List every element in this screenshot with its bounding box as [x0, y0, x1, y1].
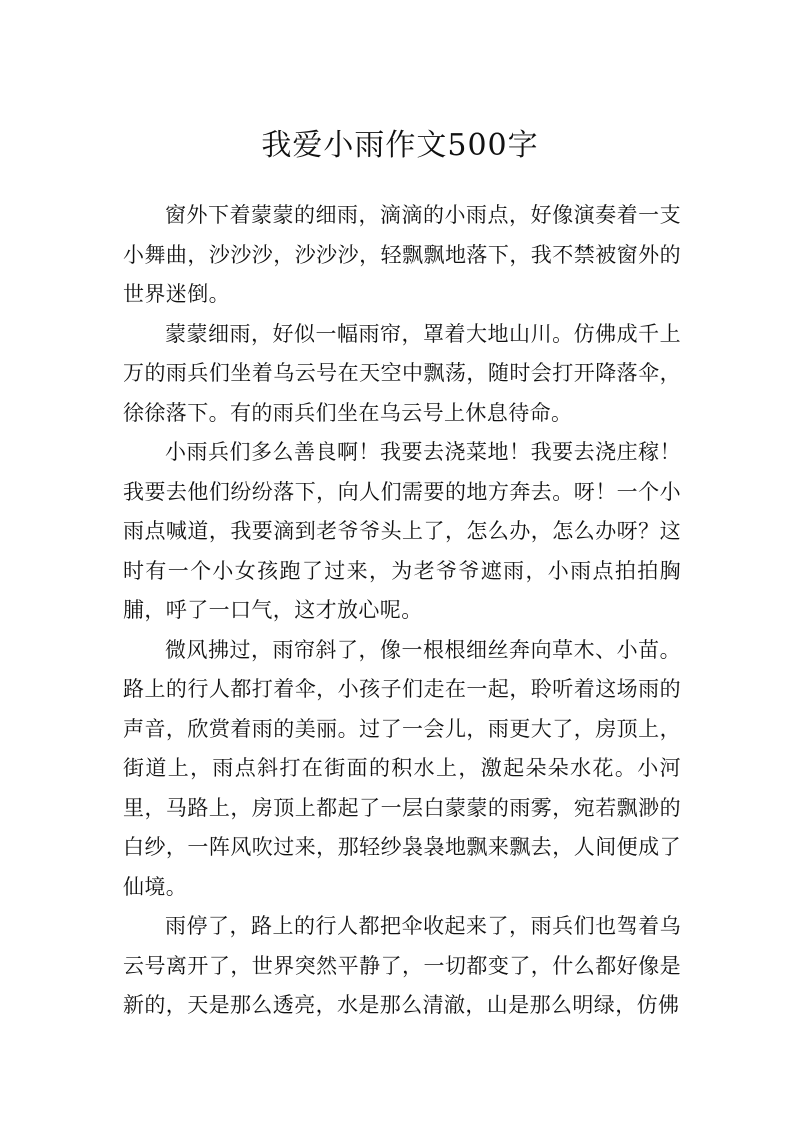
paragraph: 微风拂过，雨帘斜了，像一根根细丝奔向草木、小苗。路上的行人都打着伞，小孩子们走在一起，聆听着这场雨的声音，欣赏着雨的美丽。过了一会儿，雨更大了，房顶上，街道上，雨点斜打在街面的积水上，激起朵朵水花。小河里，马路上，房顶上都起了一层白蒙蒙的雨雾，宛若飘渺的白纱，一阵风吹过来，那轻纱袅袅地飘来飘去，人间便成了仙境。	[123, 637, 681, 899]
paragraph: 小雨兵们多么善良啊！我要去浇菜地！我要去浇庄稼！我要去他们纷纷落下，向人们需要的地方奔去。呀！一个小雨点喊道，我要滴到老爷爷头上了，怎么办，怎么办呀？这时有一个小女孩跑了过来，为老爷爷遮雨，小雨点拍拍胸脯，呼了一口气，这才放心呢。	[123, 440, 681, 622]
paragraph: 窗外下着蒙蒙的细雨，滴滴的小雨点，好像演奏着一支小舞曲，沙沙沙，沙沙沙，轻飘飘地落下，我不禁被窗外的世界迷倒。	[123, 203, 681, 306]
paragraph: 雨停了，路上的行人都把伞收起来了，雨兵们也驾着乌云号离开了，世界突然平静了，一切都变了，什么都好像是新的，天是那么透亮，水是那么清澈，山是那么明绿，仿佛	[123, 914, 681, 1017]
paragraph: 蒙蒙细雨，好似一幅雨帘，罩着大地山川。仿佛成千上万的雨兵们坐着乌云号在天空中飘荡，随时会打开降落伞，徐徐落下。有的雨兵们坐在乌云号上休息待命。	[123, 321, 681, 425]
document-body	[123, 196, 681, 1026]
document-title: 我爱小雨作文500字	[261, 128, 539, 163]
